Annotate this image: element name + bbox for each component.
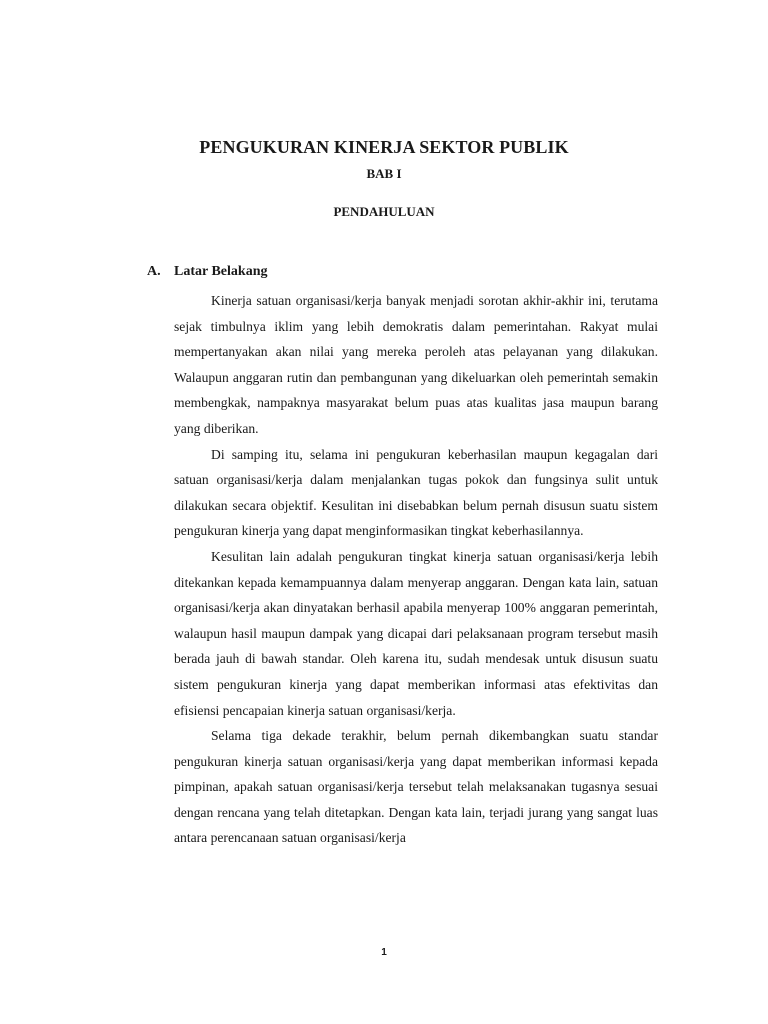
section-heading xyxy=(147,264,267,280)
paragraph: Kinerja satuan organisasi/kerja banyak menjadi sorotan akhir-akhir ini, terutama sejak timbulnya iklim yang lebih demokratis dalam pemerintahan. Rakyat mulai mempertanyakan akan nilai yang mereka peroleh atas pelayanan yang dilakukan. Walaupun anggaran rutin dan pembangunan yang dikeluarkan oleh pemerintah semakin membengkak, nampaknya masyarakat belum puas atas kualitas jasa maupun barang yang diberikan. xyxy=(174,293,658,436)
chapter-title: PENDAHULUAN xyxy=(333,204,435,219)
body-text xyxy=(174,288,658,851)
paragraph: Selama tiga dekade terakhir, belum pernah dikembangkan suatu standar pengukuran kinerja satuan organisasi/kerja yang dapat memberikan informasi kepada pimpinan, apakah satuan organisasi/kerja tersebut telah melaksanakan tugasnya sesuai dengan rencana yang telah ditetapkan. Dengan kata lain, terjadi jurang yang sangat luas antara perencanaan satuan organisasi/kerja xyxy=(174,728,658,846)
document-title: PENGUKURAN KINERJA SEKTOR PUBLIK xyxy=(199,137,569,157)
chapter-number: BAB I xyxy=(366,166,402,181)
paragraph: Di samping itu, selama ini pengukuran keberhasilan maupun kegagalan dari satuan organisasi/kerja dalam menjalankan tugas pokok dan fungsinya sulit untuk dilakukan secara objektif. Kesulitan ini disebabkan belum pernah disusun suatu sistem pengukuran kinerja yang dapat menginformasikan tingkat keberhasilannya. xyxy=(174,446,658,539)
page-number: 1 xyxy=(381,947,387,958)
paragraph: Kesulitan lain adalah pengukuran tingkat kinerja satuan organisasi/kerja lebih ditekankan kepada kemampuannya dalam menyerap anggaran. Dengan kata lain, satuan organisasi/kerja akan dinyatakan berhasil apabila menyerap 100% anggaran pemerintah, walaupun hasil maupun dampak yang dicapai dari pelaksanaan program tersebut masih berada jauh di bawah standar. Oleh karena itu, sudah mendesak untuk disusun suatu sistem pengukuran kinerja yang dapat memberikan informasi atas efektivitas dan efisiensi pencapaian kinerja satuan organisasi/kerja. xyxy=(174,548,658,718)
section-heading-text: Latar Belakang xyxy=(174,264,268,279)
section-letter: A. xyxy=(147,264,161,279)
